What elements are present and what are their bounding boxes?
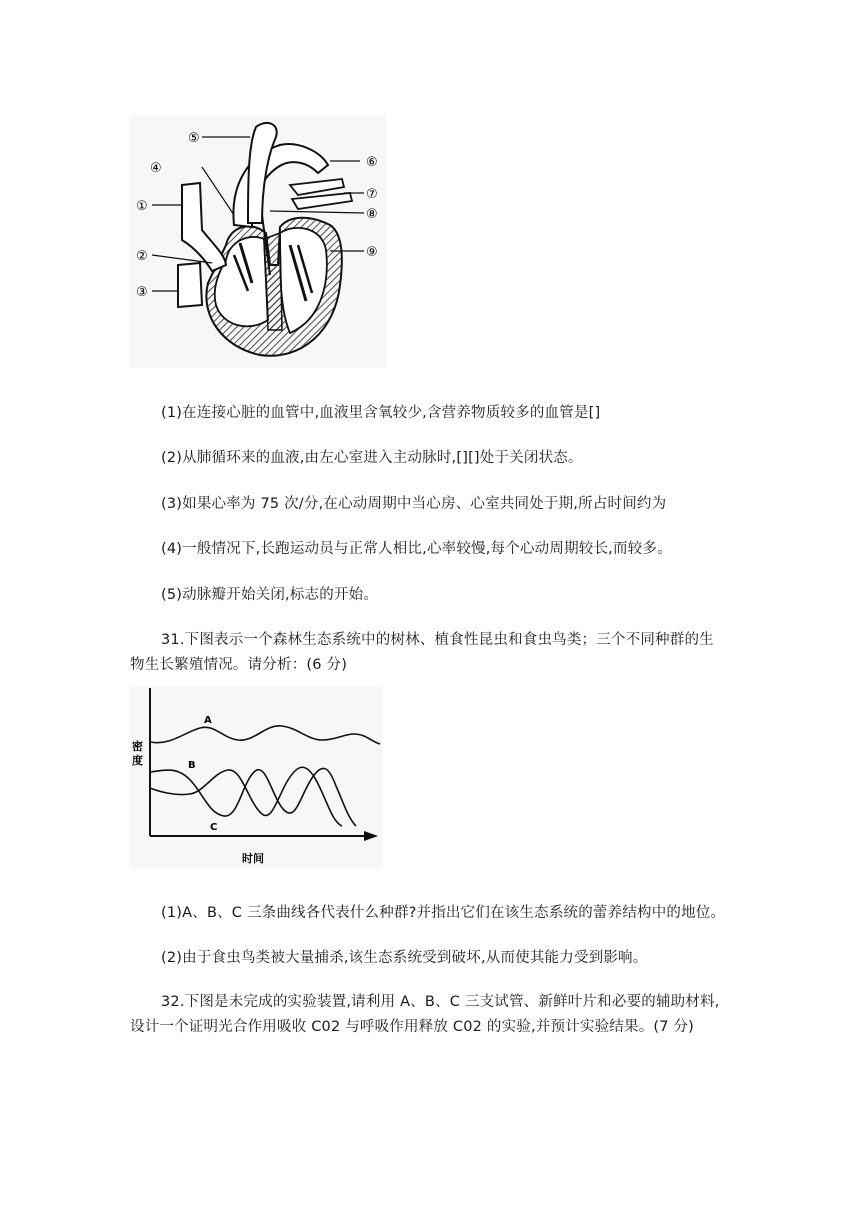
branch-vessels-2 [292,193,352,209]
heart-label-6: ⑥ [366,155,378,170]
series-b-line [150,768,356,826]
series-a-label: A [204,715,212,726]
pulmonary-artery [248,123,277,223]
heart-diagram-svg [130,115,386,368]
q31-stem-line2: 物生长繁殖情况。请分析：(6 分) [130,657,348,673]
q30-item-4: (4)一般情况下,长跑运动员与正常人相比,心率较慢,每个心动周期较长,而较多。 [161,541,672,557]
series-c-line [150,767,342,826]
population-chart-svg [130,686,382,868]
x-axis-arrow [364,831,378,841]
series-a-line [150,726,380,744]
heart-diagram [130,115,386,368]
q30-item-2: (2)从肺循环来的血液,由左心室进入主动脉时,[][]处于关闭状态。 [161,450,583,466]
heart-label-8: ⑧ [366,207,378,222]
heart-label-4: ④ [150,161,162,176]
heart-label-1: ① [136,199,148,214]
q30-item-1: (1)在连接心脏的血管中,血液里含氧较少,含营养物质较多的血管是[] [161,405,601,421]
q32-stem-line1: 32.下图是未完成的实验装置,请利用 A、B、C 三支试管、新鲜叶片和必要的辅助材料, [161,994,720,1010]
branch-vessels [290,179,344,195]
heart-label-7: ⑦ [366,187,378,202]
series-b-label: B [188,760,196,771]
q31-item-2: (2)由于食虫鸟类被大量捕杀,该生态系统受到破坏,从而使其能力受到影响。 [161,950,648,966]
heart-label-3: ③ [136,285,148,300]
x-axis-label: 时间 [242,852,264,865]
heart-label-5: ⑤ [188,131,200,146]
series-c-label: C [210,822,218,833]
q31-stem-line1: 31.下图表示一个森林生态系统中的树林、植食性昆虫和食虫鸟类；三个不同种群的生 [161,632,714,648]
y-axis-label: 密度 [132,740,143,767]
population-chart [130,686,382,868]
q32-stem-line2: 设计一个证明光合作用吸收 C02 与呼吸作用释放 C02 的实验,并预计实验结果。(7 分) [130,1019,695,1035]
q30-item-3: (3)如果心率为 75 次/分,在心动周期中当心房、心室共同处于期,所占时间约为 [161,496,667,512]
q31-item-1: (1)A、B、C 三条曲线各代表什么种群?并指出它们在该生态系统的蕾养结构中的地位。 [161,905,726,921]
heart-label-2: ② [136,249,148,264]
heart-label-9: ⑨ [366,245,378,260]
vena-cava [182,183,226,271]
q30-item-5: (5)动脉瓣开始关闭,标志的开始。 [161,587,379,603]
inferior-vena-cava [178,263,202,307]
